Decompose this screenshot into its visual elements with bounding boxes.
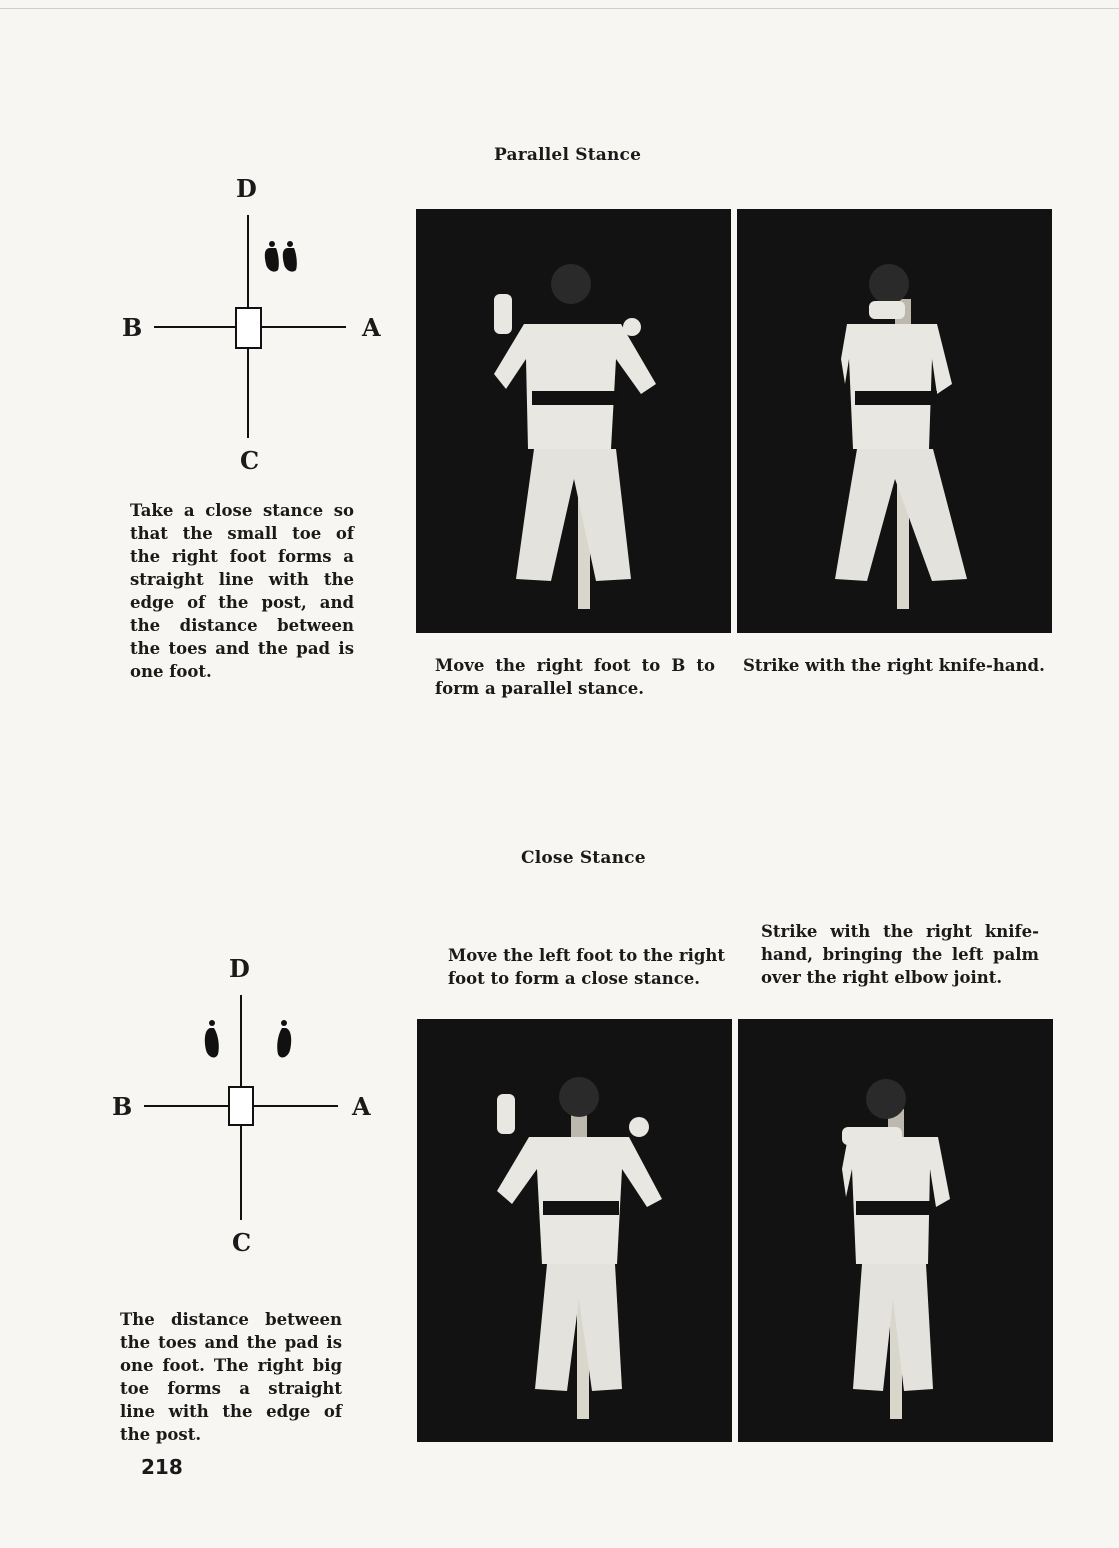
feet-apart-icon bbox=[205, 1020, 291, 1057]
diagram-label-d: D bbox=[236, 174, 257, 203]
diagram-label-d: D bbox=[229, 954, 250, 983]
feet-together-icon bbox=[265, 241, 297, 272]
diagram-description-2: The distance between the toes and the pad is one foot. The right big toe forms a straight line with the edge of the post. bbox=[120, 1310, 342, 1444]
photo-close-stance-2 bbox=[738, 1019, 1053, 1442]
photo-figure bbox=[737, 209, 1052, 633]
section-title-close-stance: Close Stance bbox=[521, 848, 646, 868]
post-square bbox=[236, 308, 261, 348]
photo-figure bbox=[416, 209, 731, 633]
photo-close-stance-1 bbox=[417, 1019, 732, 1442]
post-square bbox=[229, 1087, 253, 1125]
scan-edge-line bbox=[0, 8, 1119, 9]
diagram-label-b: B bbox=[112, 1092, 133, 1121]
page-number: 218 bbox=[141, 1455, 183, 1479]
step-caption-2-2: Strike with the right knife-hand, bringing the left palm over the right elbow joint. bbox=[761, 922, 1039, 987]
diagram-label-b: B bbox=[122, 313, 143, 342]
photo-figure bbox=[417, 1019, 732, 1442]
diagram-label-c: C bbox=[240, 446, 260, 475]
diagram-lines bbox=[100, 950, 390, 1260]
diagram-label-a: A bbox=[362, 313, 381, 342]
stance-diagram-1 bbox=[110, 170, 400, 480]
diagram-label-c: C bbox=[232, 1228, 252, 1257]
step-caption-1-2: Strike with the right knife-hand. bbox=[743, 656, 1045, 675]
photo-parallel-stance-1 bbox=[416, 209, 731, 633]
diagram-lines bbox=[110, 170, 400, 480]
step-caption-1-1: Move the right foot to B to form a parallel stance. bbox=[435, 656, 715, 698]
photo-parallel-stance-2 bbox=[737, 209, 1052, 633]
diagram-label-a: A bbox=[352, 1092, 371, 1121]
section-title-parallel-stance: Parallel Stance bbox=[494, 145, 642, 165]
diagram-description-1: Take a close stance so that the small toe of the right foot forms a straight line with the edge of the post, and the distance between the toes and the pad is one foot. bbox=[130, 501, 354, 681]
step-caption-2-1: Move the left foot to the right foot to form a close stance. bbox=[448, 946, 726, 988]
photo-figure bbox=[738, 1019, 1053, 1442]
stance-diagram-2 bbox=[100, 950, 390, 1260]
